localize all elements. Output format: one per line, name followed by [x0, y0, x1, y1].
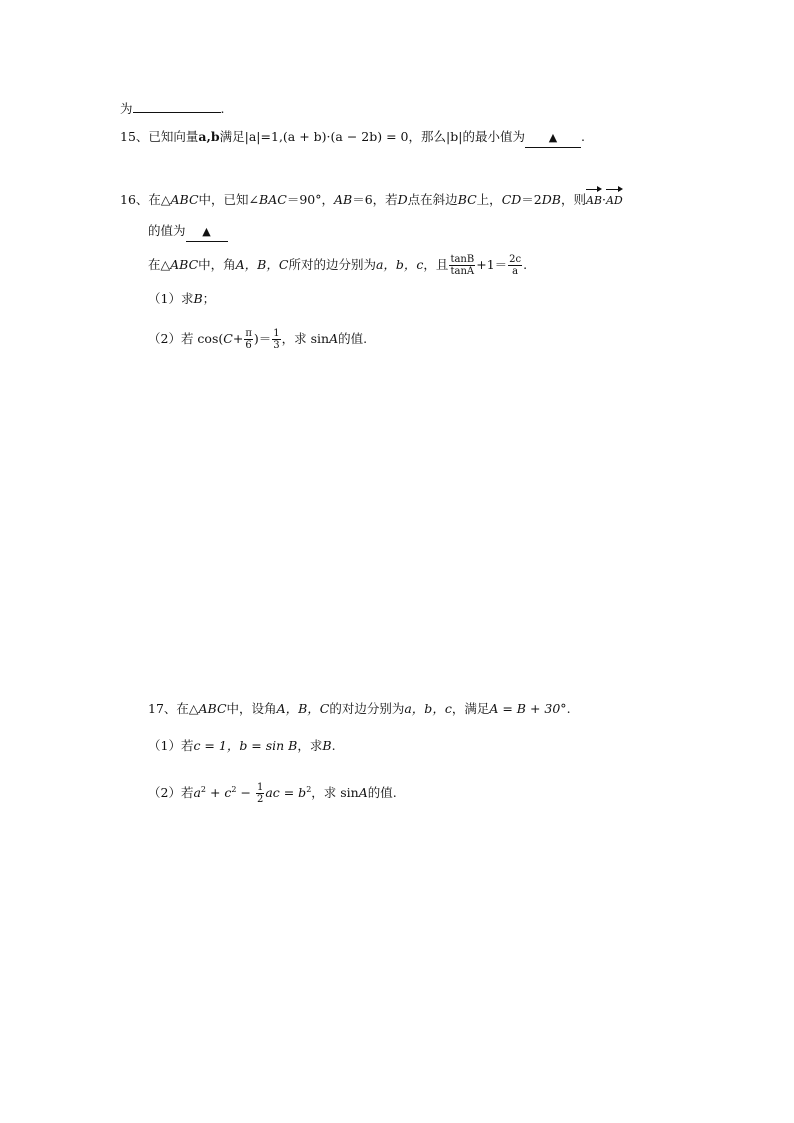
problem-intro: 在△ABC中，角A，B，C所对的边分别为a，b，c，且 $\frac{\tan B}{\tan A}$ +1＝ $\frac{2c}{a}$ . — [148, 254, 528, 277]
question-15: 15、已知向量a,b满足|a|=1,(a + b)·(a − 2b) = 0，那么|b|的最小值为 ▲ . — [120, 128, 585, 148]
q17-part-2: （2）若$a^2 + c^2$ − $\frac{1}{2}$ ac = $b^2$，求 sinA的值. — [148, 782, 397, 805]
fraction-pi-over-6: $\frac{\pi}{6}$ — [245, 328, 252, 351]
vector-ad: AD — [606, 192, 623, 210]
answer-blank — [133, 98, 221, 113]
q17-part-1: （1）若c = 1，b = sin B，求B. — [148, 738, 336, 753]
fraction-tanB-over-tanA: $\frac{\tan B}{\tan A}$ — [450, 254, 475, 277]
fraction-2c-over-a: $\frac{2c}{a}$ — [509, 254, 522, 277]
part-1: （1）求B； — [148, 291, 216, 306]
answer-blank — [525, 128, 581, 148]
q15-condition: |a|=1,(a + b)·(a − 2b) = 0 — [244, 129, 409, 144]
answer-blank — [186, 222, 228, 242]
question-14-tail: 为 . — [120, 98, 225, 118]
question-16-line-2: 的值为 ▲ — [148, 222, 228, 242]
triangle-mark-icon: ▲ — [202, 225, 211, 238]
vector-ab: AB — [586, 192, 602, 210]
triangle-mark-icon: ▲ — [548, 131, 558, 144]
fraction-1-over-3: $\frac{1}{3}$ — [273, 328, 280, 351]
part-2: （2）若 cos(C+ $\frac{\pi}{6}$ )＝ $\frac{1}{3}$ ，求 sinA的值. — [148, 328, 368, 351]
fraction-1-over-2: $\frac{1}{2}$ — [256, 782, 264, 805]
question-16: 16、在△ABC中，已知∠BAC＝90°，AB＝6，若D点在斜边BC上，CD＝2DB，则AB·AD — [120, 191, 623, 210]
question-17: 17、在△ABC中，设角A，B，C的对边分别为a，b，c，满足A = B + 30°. — [148, 701, 571, 716]
